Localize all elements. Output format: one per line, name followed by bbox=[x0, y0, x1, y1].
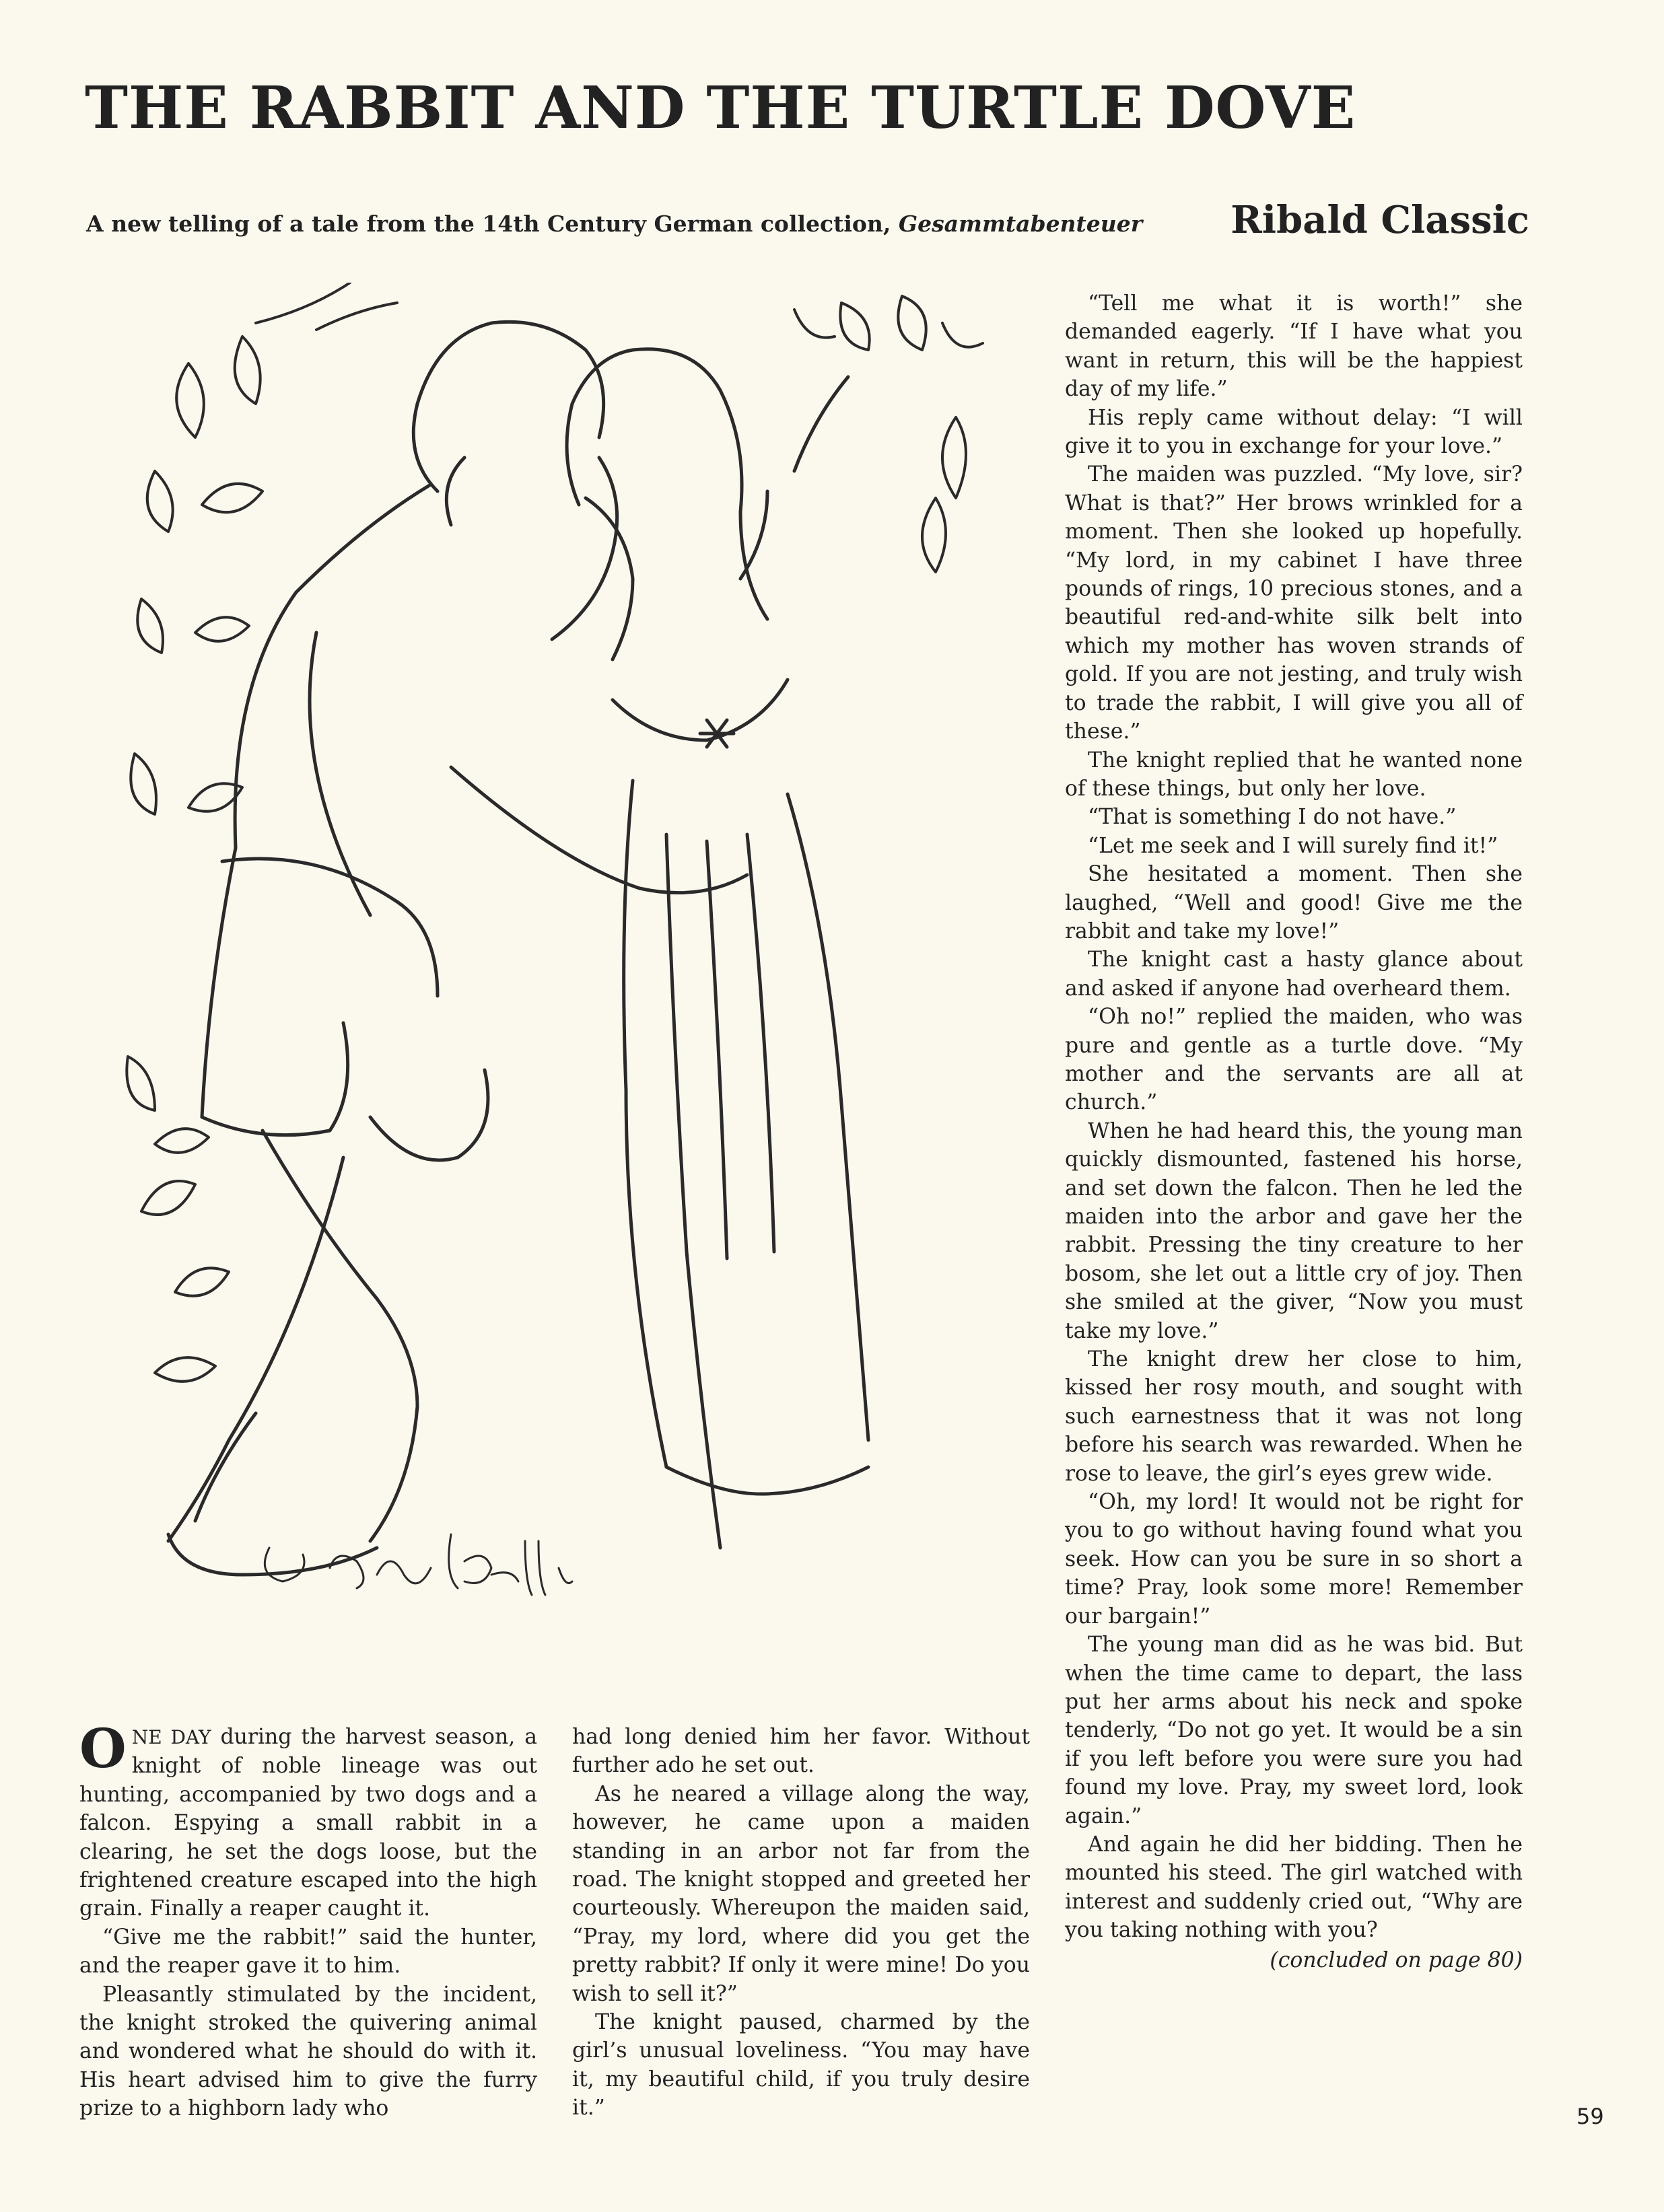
column-1 bbox=[79, 1717, 538, 2123]
first-paragraph-text: during the harvest season, a knight of noble lineage was out hunting, accompanied by two dogs and a falcon. Espying a small rabbit in a clearing, he set the dogs loose, but the frightened creature escaped into the high grain. Finally a reaper caught it. bbox=[79, 1725, 538, 1921]
subtitle-collection: Gesammtabenteuer bbox=[898, 211, 1143, 237]
illustration-embracing-couple bbox=[114, 283, 1050, 1682]
paragraph: “That is something I do not have.” bbox=[1088, 805, 1457, 830]
paragraph: “Give me the rabbit!” said the hunter, and the reaper gave it to him. bbox=[79, 1925, 537, 1978]
signature-mark bbox=[265, 1534, 572, 1595]
foliage-left bbox=[127, 283, 397, 1382]
paragraph: The knight replied that he wanted none of these things, but only her love. bbox=[1065, 748, 1523, 801]
small-caps-lead: NE DAY bbox=[131, 1726, 211, 1748]
paragraph: “Let me seek and I will surely find it!” bbox=[1088, 833, 1498, 858]
page-number: 59 bbox=[1576, 2104, 1604, 2129]
section-label: Ribald Classic bbox=[1230, 198, 1529, 242]
paragraph: “Tell me what it is worth!” she demanded eagerly. “If I have what you want in return, this will be the happiest day of my life.” bbox=[1065, 291, 1523, 402]
knight-figure bbox=[168, 322, 747, 1575]
paragraph: The knight drew her close to him, kissed her rosy mouth, and sought with such earnestness that it was not long before his search was rewarded. When he rose to leave, the girl’s eyes grew wide. bbox=[1065, 1347, 1523, 1486]
paragraph: When he had heard this, the young man quickly dismounted, fastened his horse, and set down the falcon. Then he led the maiden into the arbor and gave her the rabbit. Pressing the tiny creature to her bosom, she let out a little cry of joy. Then she smiled at the giver, “Now you must take my love.” bbox=[1065, 1118, 1523, 1343]
paragraph: The young man did as he was bid. But when the time came to depart, the lass put her arms about his neck and spoke tenderly, “Do not go yet. It would be a sin if you left before you were sure you had found my love. Pray, my sweet lord, look again.” bbox=[1065, 1633, 1523, 1828]
column-3 bbox=[1065, 289, 1523, 1974]
article-title: THE RABBIT AND THE TURTLE DOVE bbox=[85, 74, 1356, 142]
article-subtitle bbox=[86, 211, 1142, 237]
paragraph: “Oh no!” replied the maiden, who was pure and gentle as a turtle dove. “My mother and the servants are all at church.” bbox=[1065, 1005, 1523, 1115]
paragraph: had long denied him her favor. Without further ado he set out. bbox=[572, 1725, 1030, 1778]
drop-cap: O bbox=[79, 1717, 127, 1780]
paragraph: His reply came without delay: “I will give it to you in exchange for your love.” bbox=[1065, 405, 1523, 459]
paragraph: The knight cast a hasty glance about and asked if anyone had overheard them. bbox=[1065, 948, 1523, 1001]
paragraph: As he neared a village along the way, however, he came upon a maiden standing in an arbor not far from the road. The knight stopped and greeted her courteously. Whereupon the maiden said, “Pray, my lord, where did you get the pretty rabbit? If only it were mine! Do you wish to sell it?” bbox=[572, 1781, 1030, 2006]
paragraph: “Oh, my lord! It would not be right for you to go without having found what you seek. How can you be sure in so short a time? Pray, look some more! Remember our bargain!” bbox=[1065, 1490, 1523, 1629]
paragraph: And again he did her bidding. Then he mounted his steed. The girl watched with interest and suddenly cried out, “Why are you taking nothing with you? bbox=[1065, 1832, 1523, 1943]
subtitle-text: A new telling of a tale from the 14th Century German collection, bbox=[86, 211, 891, 237]
maiden-figure bbox=[446, 349, 868, 1548]
paragraph: The maiden was puzzled. “My love, sir? What is that?” Her brows wrinkled for a moment. Then she looked up hopefully. “My lord, in my cabinet I have three pounds of rings, 10 precious stones, and a beautiful red-and-white silk belt into which my mother has woven strands of gold. If you are not jesting, and truly wish to trade the rabbit, I will give you all of these.” bbox=[1065, 462, 1523, 744]
paragraph: The knight paused, charmed by the girl’s unusual loveliness. “You may have it, my beautiful child, if you truly desire it.” bbox=[572, 2010, 1030, 2120]
foliage-right bbox=[794, 296, 983, 572]
paragraph bbox=[79, 1717, 538, 1923]
paragraph: She hesitated a moment. Then she laughed, “Well and good! Give me the rabbit and take my love!” bbox=[1065, 862, 1523, 943]
column-2 bbox=[572, 1723, 1030, 2122]
continued-note: (concluded on page 80) bbox=[1270, 1948, 1523, 1972]
paragraph: Pleasantly stimulated by the incident, the knight stroked the quivering animal and wondered what he should do with it. His heart advised him to give the furry prize to a highborn lady who bbox=[79, 1982, 537, 2121]
